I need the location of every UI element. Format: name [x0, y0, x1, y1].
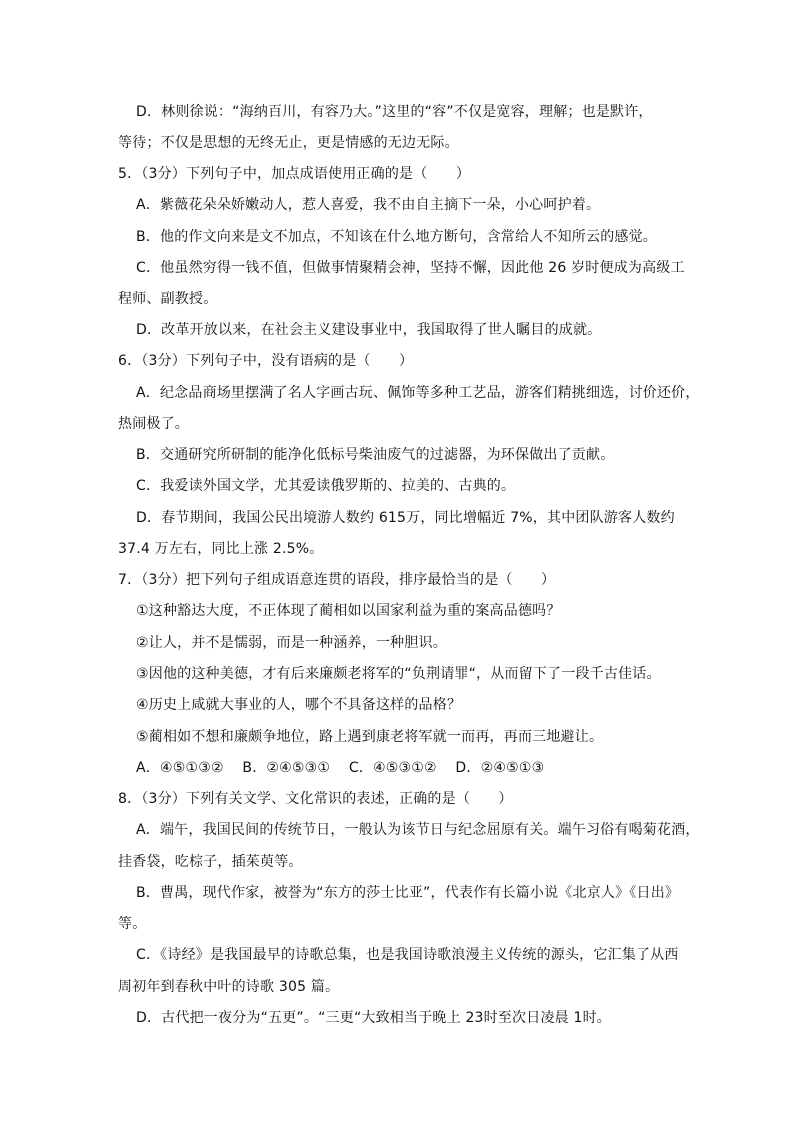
- q5-option-c-line2: 程师、副教授。: [118, 291, 218, 307]
- q7-choice-a: A．④⑤①③②: [136, 760, 224, 776]
- q5-option-c-line1: C．他虽然穷得一钱不值，但做事情聚精会神，坚持不懈，因此他 26 岁时便成为高级工: [136, 260, 685, 276]
- q5-stem: 5．（3分）下列句子中，加点成语使用正确的是（ ）: [118, 166, 471, 182]
- q5-option-a: A．紫薇花朵朵娇嫩动人，惹人喜爱，我不由自主摘下一朵，小心呵护着。: [136, 197, 601, 213]
- q7-sentence-1: ①这种豁达大度，不正体现了蔺相如以国家利益为重的案高品德吗？: [136, 603, 561, 619]
- q6-option-d-line1: D．春节期间，我国公民出境游人数约 615万，同比增幅近 7%，其中团队游客人数约: [136, 510, 675, 526]
- q5-option-d: D．改革开放以来，在社会主义建设事业中，我国取得了世人瞩目的成就。: [136, 322, 602, 338]
- q8-option-b-line2: 等。: [118, 916, 147, 932]
- q6-option-c: C．我爱读外国文学，尤其爱读俄罗斯的、拉美的、古典的。: [136, 478, 516, 494]
- q8-option-c-line1: C．《诗经》是我国最早的诗歌总集，也是我国诗歌浪漫主义传统的源头，它汇集了从西: [136, 947, 679, 963]
- q5-option-b: B．他的作文向来是文不加点，不知该在什么地方断句，含常给人不知所云的感觉。: [136, 229, 658, 245]
- q7-choice-d: D．②④⑤①③: [455, 760, 545, 776]
- q4-option-d-line2: 等待；不仅是思想的无终无止，更是情感的无边无际。: [118, 135, 459, 151]
- q8-stem: 8．（3分）下列有关文学、文化常识的表述，正确的是（ ）: [118, 791, 513, 807]
- q7-sentence-3: ③因他的这种美德，才有后来廉颇老将军的“负荆请罪“，从而留下了一段千古佳话。: [136, 666, 661, 682]
- q7-stem: 7．（3分）把下列句子组成语意连贯的语段，排序最恰当的是（ ）: [118, 572, 556, 588]
- q4-option-d-line1: D．林则徐说：“海纳百川，有容乃大。”这里的“容”不仅是宽容，理解；也是默许，: [136, 104, 653, 120]
- q8-option-a-line1: A．端午，我国民间的传统节日，一般认为该节日与纪念屈原有关。端午习俗有喝菊花酒，: [136, 822, 700, 838]
- q8-option-a-line2: 挂香袋，吃棕子，插茱萸等。: [118, 854, 303, 870]
- q8-option-d: D．古代把一夜分为“五更”。“三更“大致相当于晚上 23时至次日凌晨 1时。: [136, 1010, 612, 1026]
- q7-choice-c: C．④⑤③①②: [348, 760, 437, 776]
- q6-stem: 6．（3分）下列句子中，没有语病的是（ ）: [118, 353, 414, 369]
- q6-option-a-line2: 热闹极了。: [118, 416, 189, 432]
- q6-option-d-line2: 37.4 万左右，同比上涨 2.5%。: [118, 541, 324, 557]
- q7-choice-b: B．②④⑤③①: [242, 760, 331, 776]
- q6-option-a-line1: A．纪念品商场里摆满了名人字画古玩、佩饰等多种工艺品，游客们精挑细选，讨价还价，: [136, 385, 700, 401]
- q7-choices: [136, 758, 558, 778]
- q7-sentence-2: ②让人，并不是懦弱，而是一种涵养，一种胆识。: [136, 635, 447, 651]
- q8-option-b-line1: B．曹禺，现代作家，被誉为“东方的莎士比亚”，代表作有长篇小说《北京人》《日出》: [136, 885, 680, 901]
- q6-option-b: B．交通研究所研制的能净化低标号柴油废气的过滤器，为环保做出了贡献。: [136, 447, 615, 463]
- q7-sentence-5: ⑤蔺相如不想和廉颇争地位，路上遇到康老将军就一而再，再而三地避让。: [136, 729, 604, 745]
- q7-sentence-4: ④历史上咸就大事业的人，哪个不具备这样的品格？: [136, 697, 462, 713]
- q8-option-c-line2: 周初年到春秋中叶的诗歌 305 篇。: [118, 979, 340, 995]
